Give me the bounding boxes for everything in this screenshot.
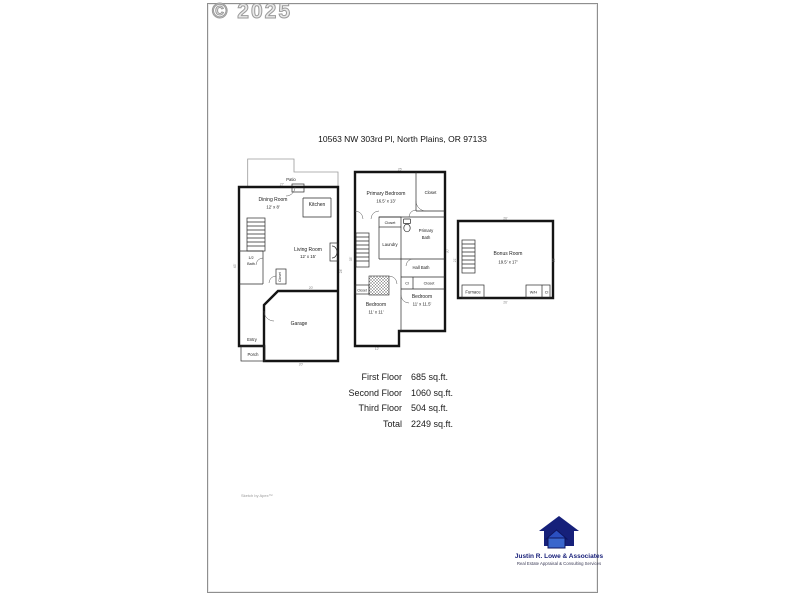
table-row-total (338, 417, 508, 433)
kitchen-label: Kitchen (308, 202, 326, 208)
sf-dim-bottom: 12' (374, 347, 380, 351)
bedroom-left-label: Bedroom (365, 302, 387, 308)
living-room-label: Living Room (294, 247, 322, 253)
tf-dim-bottom: 26' (503, 300, 508, 305)
primary-bath-label-1: Primary (418, 228, 434, 233)
understair-hatch (369, 276, 389, 295)
first-floor-plan (233, 156, 349, 368)
left-closet-label: Closet (357, 288, 367, 293)
floor-plan-page (207, 0, 604, 593)
dining-room-label: Dining Room (258, 197, 288, 203)
porch-label: Porch (247, 352, 259, 357)
fireplace (330, 243, 338, 261)
garage-label: Garage (290, 321, 308, 327)
ff-dim-garage: 20' (308, 286, 314, 290)
hall-closet-label: Closet (423, 281, 435, 286)
garage-wall (264, 291, 338, 346)
big-house-roof (539, 516, 579, 531)
bedroom-left-size: 11' x 11' (368, 309, 384, 315)
square-footage-table (338, 370, 508, 432)
primary-bedroom-label: Primary Bedroom (366, 191, 406, 197)
table-row (338, 401, 508, 417)
closet-door-arc (269, 276, 276, 283)
sf-dim-right: 30' (445, 248, 450, 254)
dining-room-size: 12' x 8' (266, 204, 280, 210)
hall-bath-label: Hall Bath (412, 265, 430, 270)
first-floor-stairs (247, 218, 265, 251)
sf-dim-left: 35' (349, 256, 353, 262)
first-floor-outer-wall (239, 187, 338, 361)
sf-dim-top: 25' (397, 167, 403, 172)
area-row-label: Second Floor (348, 387, 402, 398)
sketch-credit: Sketch by Apex™ (241, 493, 273, 498)
second-floor-plan (349, 167, 450, 351)
bonus-room-size: 19.5' x 17' (498, 259, 518, 265)
table-row (338, 386, 508, 402)
living-room-size: 12' x 15' (300, 254, 316, 259)
half-bath-label-1: 1/2 (248, 256, 254, 260)
area-row-label: Total (382, 418, 402, 429)
patio-label: Patio (286, 177, 296, 182)
tf-dim-top: 26' (503, 216, 508, 221)
second-floor-stairs (356, 233, 369, 267)
primary-bedroom-size: 16.5' x 13' (376, 198, 396, 204)
mid-closet-label: Closet (384, 221, 396, 225)
bedroom-right-door-arc (401, 295, 409, 303)
cl-label-third: Cl (544, 290, 549, 295)
furnace-label: Furnace (465, 289, 481, 295)
table-row (338, 370, 508, 386)
area-row-label: Third Floor (358, 403, 402, 413)
first-floor-drawing (233, 156, 349, 368)
area-row-value: 504 sq.ft. (411, 403, 449, 413)
bonus-room-label: Bonus Room (493, 251, 523, 257)
patio-door-arc (286, 187, 295, 196)
tf-dim-left: 21' (453, 257, 457, 263)
primary-closet-label: Closet (424, 190, 437, 195)
ff-dim-bottom: 20' (298, 362, 304, 367)
bedroom-left-door-arc (389, 276, 397, 284)
wh-label: W/H (529, 290, 538, 295)
ff-dim-right: 24' (339, 268, 343, 274)
area-row-value: 2249 sq.ft. (411, 418, 454, 429)
third-floor-plan (453, 213, 556, 308)
bedroom-right-label: Bedroom (411, 294, 433, 300)
toilet-icon (404, 219, 411, 232)
logo-company-name: Justin R. Lowe & Associates (514, 553, 604, 560)
bedroom-right-size: 11' x 11.5' (412, 301, 432, 307)
third-floor-stairs (462, 240, 475, 273)
bedroom-door-arc-2 (371, 211, 379, 219)
patio-outline (248, 159, 338, 187)
area-row-label: First Floor (361, 372, 402, 382)
bedroom-door-arc-1 (355, 211, 363, 219)
cl-label: Cl (405, 281, 409, 286)
living-closet-label: Closet (278, 272, 282, 282)
second-floor-drawing (349, 167, 450, 351)
entry-door-arc (264, 311, 274, 321)
company-logo (503, 514, 615, 566)
ff-dim-left: 43' (233, 263, 237, 269)
ff-dim-top: 27' (279, 182, 285, 187)
bath-door-arc (256, 258, 263, 265)
small-house-body (548, 538, 565, 548)
half-bath-label-2: Bath (247, 262, 255, 266)
area-row-value: 1060 sq.ft. (411, 387, 454, 398)
closet-tr-door-arc (416, 201, 426, 211)
entry-label: Entry (247, 337, 257, 342)
tf-dim-right: 21' (552, 257, 556, 263)
copyright-watermark: © 2025 (212, 0, 293, 23)
logo-tagline: Real Estate Appraisal & Consulting Services (516, 561, 602, 566)
property-address: 10563 NW 303rd Pl, North Plains, OR 97133 (318, 134, 487, 144)
primary-bath-door-arc (409, 210, 416, 217)
house-logo-icon (536, 514, 582, 552)
area-row-value: 685 sq.ft. (411, 372, 449, 382)
laundry-label: Laundry (382, 242, 398, 247)
third-floor-drawing (453, 213, 556, 308)
primary-bath-label-2: Bath (421, 235, 431, 240)
